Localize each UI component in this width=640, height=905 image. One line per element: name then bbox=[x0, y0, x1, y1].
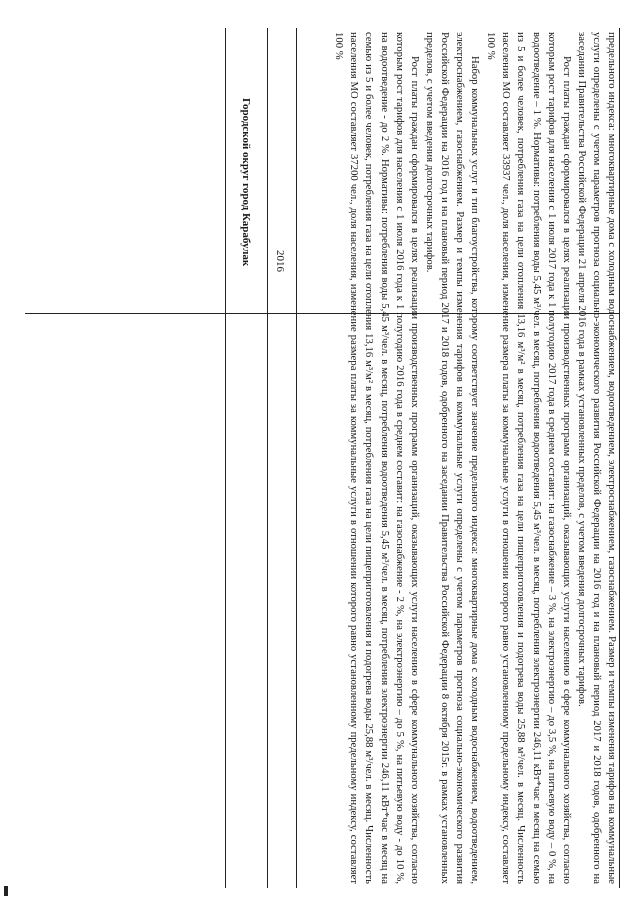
table-border-top bbox=[619, 28, 620, 888]
paragraph-2017-growth: Рост платы граждан сформировался в целях реализации производственных программ организаций, оказывающих услуги населению в сфере коммунального хозяйства, согласно которым рост тарифов для населения с 1 июля 2017 года к 1 полугодию 2017 года в среднем составит: на газоснабжение – 3 %, на электроэнергию – до 3,5 %, на питьевую воду – 0 %, на водоотведение – 1 %. Нормативы: потребления воды 5,45 м³/чел. в месяц, потребления водоотведения 5,45 м³/чел. в месяц, потребления электроэнергии 246,11 кВт*час в месяц на семью из 5 и более человек, потребления газа на цели отопления 13,16 м³/м² в месяц, потребления газа на цели пищеприготовления и подогрева воды 25,88 м³/чел. в месяц. Численность населения МО составляет 33937 чел., доля населения, изменение размера платы за коммунальные услуги в отношении которого равно установленному предельному индексу, составляет 100 % bbox=[485, 32, 573, 884]
municipality-name: Городской округ город Карабулак bbox=[240, 98, 252, 267]
table-divider-name bbox=[267, 28, 268, 888]
paragraph-service-set: Набор коммунальных услуг и тип благоустройства, которому соответствует значение предельного индекса: многоквартирные дома с холодным водоснабжением, водоотведением, электроснабжением, газоснабжением. Размер и темпы изменения тарифов на коммунальные услуги определены с учетом параметров прогноза социально-экономического развития Российской Федерации на 2016 год и на плановый период 2017 и 2018 годов, одобренного на заседании Правительства Российской Федерации 8 октября 2015г. в рамках установленных пределов, с учетом введения долгосрочных тарифов. bbox=[423, 32, 482, 884]
rotated-document-page bbox=[25, 28, 620, 888]
paragraph-2016-growth: Рост платы граждан сформировался в целях реализации производственных программ организаций, оказывающих услуги населению в сфере коммунального хозяйства, согласно которым рост тарифов для населения с 1 июля 2016 года к 1 полугодию 2016 года в среднем составит: на газоснабжение - 2 %, на электроэнергию – до 5 %, на питьевую воду - до 10 %, на водоотведение - до 2 %. Нормативы: потребления воды 5,45 м³/чел. в месяц, потребления водоотведения 5,45 м³/чел. в месяц, потребления электроэнергии 246,11 кВт*час в месяц на семью из 5 и более человек, потребления газа на цели отопления 13,16 м³/м² в месяц, потребления газа на цели пищеприготовления и подогрева воды 25,88 м³/чел. в месяц. Численность населения МО составляет 37200 чел., доля населения, изменение размера платы за коммунальные услуги в отношении которого равно установленному предельному индексу, составляет 100 % bbox=[333, 32, 421, 884]
municipality-column bbox=[230, 28, 262, 888]
table-divider-bottom bbox=[225, 28, 226, 888]
table-divider-year bbox=[296, 28, 297, 888]
year-cell: 2016 bbox=[274, 250, 286, 272]
scan-mark bbox=[4, 886, 8, 896]
paragraph-continued: предельного индекса: многоквартирные дома с холодным водоснабжением, водоотведением, электроснабжением, газоснабжением. Размер и темпы изменения тарифов на коммунальные услуги определены с учетом параметров прогноза социально-экономического развития Российской Федерации на 2016 год и на плановый период 2017 и 2018 годов, одобренного на заседании Правительства Российской Федерации 21 апреля 2016 года в рамках установленных пределов, с учетом введения долгосрочных тарифов. bbox=[575, 32, 618, 884]
year-column bbox=[270, 28, 290, 888]
description-column bbox=[299, 32, 619, 884]
